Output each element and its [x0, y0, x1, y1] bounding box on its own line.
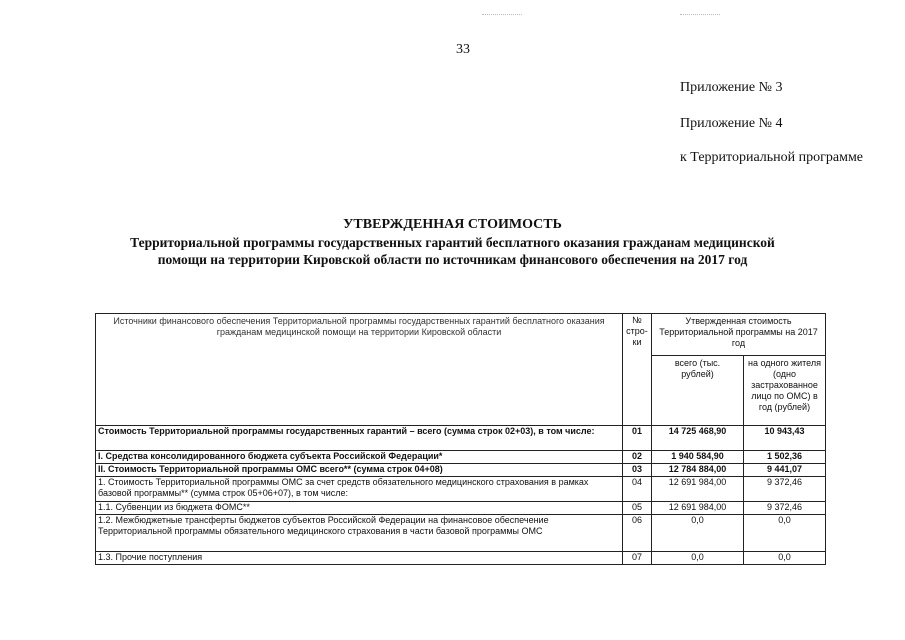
row-number: 01	[623, 426, 652, 451]
table-row	[96, 464, 826, 477]
row-total: 12 784 884,00	[652, 464, 744, 477]
table-row	[96, 552, 826, 565]
row-per-person: 1 502,36	[744, 451, 826, 464]
row-per-person: 0,0	[744, 552, 826, 565]
table-row	[96, 515, 826, 552]
table-row	[96, 502, 826, 515]
row-total: 0,0	[652, 515, 744, 552]
row-per-person: 9 372,46	[744, 502, 826, 515]
row-label: 1.1. Субвенции из бюджета ФОМС**	[96, 502, 623, 515]
row-number: 03	[623, 464, 652, 477]
table-row	[96, 451, 826, 464]
row-total: 12 691 984,00	[652, 502, 744, 515]
row-label: 1.3. Прочие поступления	[96, 552, 623, 565]
row-number: 07	[623, 552, 652, 565]
table-row	[96, 426, 826, 451]
row-number: 04	[623, 477, 652, 502]
header-total: всего (тыс. рублей)	[652, 356, 744, 426]
row-per-person: 10 943,43	[744, 426, 826, 451]
row-per-person: 0,0	[744, 515, 826, 552]
header-per-person: на одного жителя (одно застрахованное лицо по ОМС) в год (рублей)	[744, 356, 826, 426]
row-total: 1 940 584,90	[652, 451, 744, 464]
scan-artifact	[680, 14, 720, 21]
row-per-person: 9 441,07	[744, 464, 826, 477]
page-number: 33	[456, 42, 470, 57]
row-total: 14 725 468,90	[652, 426, 744, 451]
row-number: 05	[623, 502, 652, 515]
appendix-line-3: к Территориальной программе	[680, 150, 864, 165]
row-total: 0,0	[652, 552, 744, 565]
row-label: 1.2. Межбюджетные трансферты бюджетов субъектов Российской Федерации на финансовое обеспечение Территориальной программы обязательного медицинского страхования в части базовой программы ОМС	[96, 515, 623, 552]
row-label: Стоимость Территориальной программы государственных гарантий – всего (сумма строк 02+03), в том числе:	[96, 426, 623, 451]
header-source: Источники финансового обеспечения Территориальной программы государственных гарантий бесплатного оказания гражданам медицинской помощи на территории Кировской области	[96, 314, 623, 426]
document-subtitle-line-2: помощи на территории Кировской области по источникам финансового обеспечения на 2017 год	[157, 252, 748, 267]
document-subtitle-line-1: Территориальной программы государственных гарантий бесплатного оказания гражданам медицинской	[130, 235, 775, 250]
row-per-person: 9 372,46	[744, 477, 826, 502]
cost-table	[95, 313, 826, 565]
document-title: УТВЕРЖДЕННАЯ СТОИМОСТЬ	[343, 217, 562, 232]
row-total: 12 691 984,00	[652, 477, 744, 502]
row-number: 06	[623, 515, 652, 552]
row-label: I. Средства консолидированного бюджета субъекта Российской Федерации*	[96, 451, 623, 464]
header-row-number: № стро-ки	[623, 314, 652, 426]
appendix-line-1: Приложение № 3	[680, 80, 783, 95]
row-label: 1. Стоимость Территориальной программы ОМС за счет средств обязательного медицинского страхования в рамках базовой программы** (сумма строк 05+06+07), в том числе:	[96, 477, 623, 502]
scan-artifact	[482, 14, 522, 21]
table-row	[96, 477, 826, 502]
header-approved-cost: Утвержденная стоимость Территориальной программы на 2017 год	[652, 314, 826, 356]
row-number: 02	[623, 451, 652, 464]
appendix-line-2: Приложение № 4	[680, 116, 783, 131]
row-label: II. Стоимость Территориальной программы ОМС всего** (сумма строк 04+08)	[96, 464, 623, 477]
